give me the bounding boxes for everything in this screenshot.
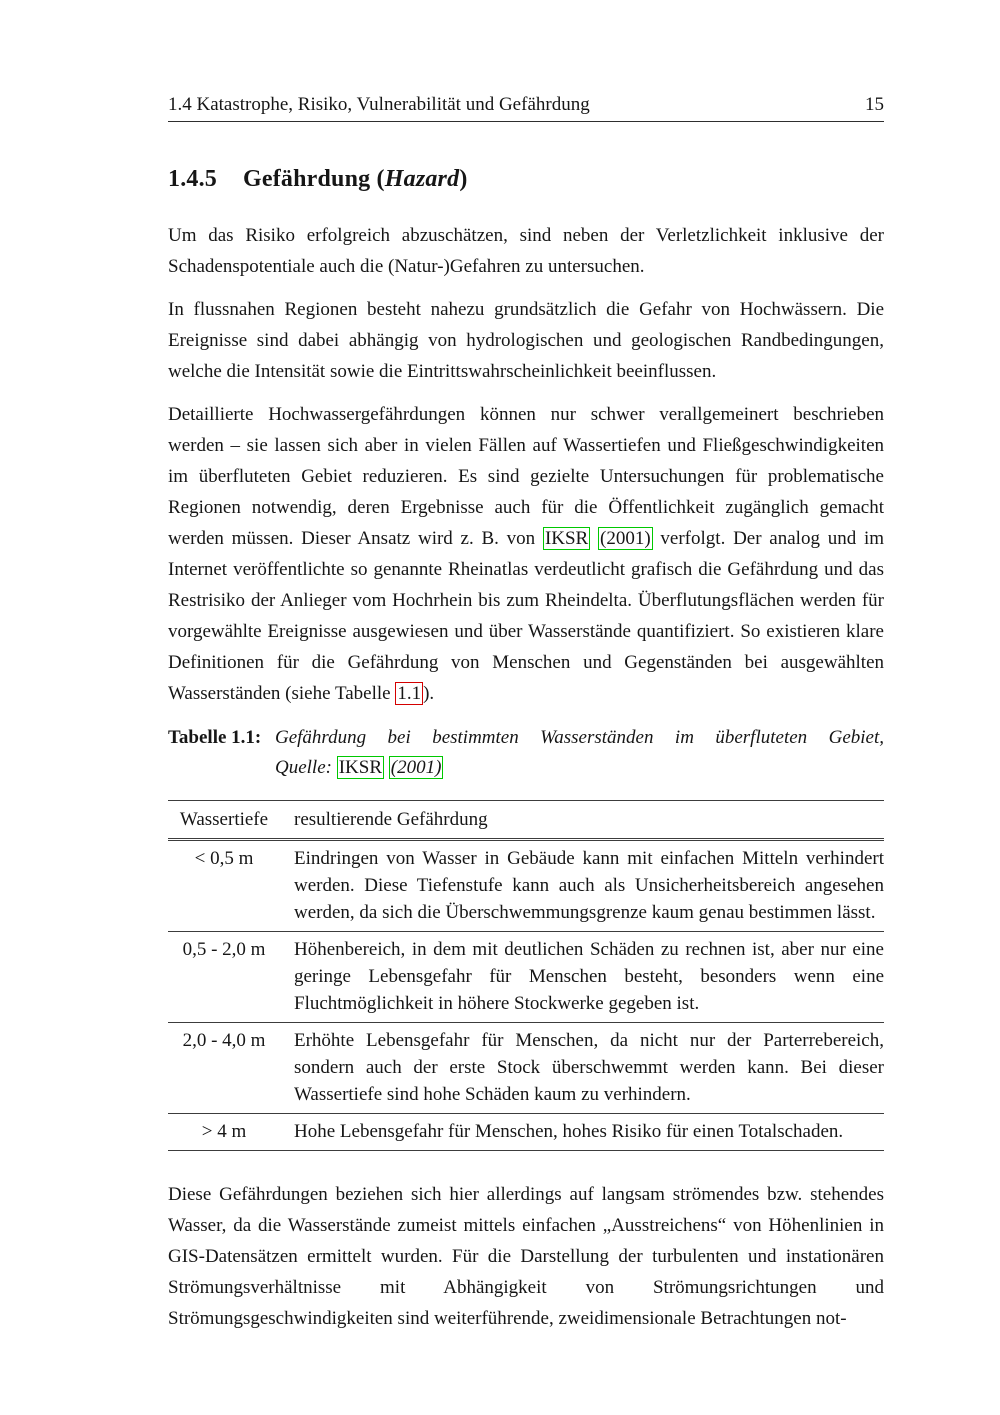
table-row bbox=[168, 1023, 884, 1114]
hazard-table bbox=[168, 800, 884, 1151]
table-caption-label: Tabelle 1.1: bbox=[168, 727, 262, 748]
hazard-cell: Höhenbereich, in dem mit deutlichen Schäden zu rechnen ist, aber nur eine geringe Lebensgefahr für Menschen besteht, besonders wenn eine Fluchtmöglichkeit in höhere Stockwerke gegeben ist. bbox=[280, 932, 884, 1023]
table-caption bbox=[168, 723, 884, 783]
paragraph-2: In flussnahen Regionen besteht nahezu grundsätzlich die Gefahr von Hochwässern. Die Ereignisse sind dabei abhängig von hydrologischen und geologischen Randbedingungen, welche die Intensität sowie die Eintrittswahrscheinlichkeit beeinflussen. bbox=[168, 299, 884, 382]
section-title: Gefährdung (Hazard) bbox=[243, 166, 468, 192]
paragraph-1: Um das Risiko erfolgreich abzuschätzen, sind neben der Verletzlichkeit inklusive der Schadenspotentiale auch die (Natur-)Gefahren zu untersuchen. bbox=[168, 225, 884, 277]
table-row bbox=[168, 932, 884, 1023]
hazard-table-header-row bbox=[168, 801, 884, 840]
paragraph-3-text-2: verfolgt. Der analog und im Internet veröffentlichte so genannte Rheinatlas verdeutlicht grafisch die Gefährdung und das Restrisiko der Anlieger vom Hochrhein bis zum Rheindelta. Überflutungsflächen werden für vorgewählte Ereignisse ausgewiesen und über Wasserstände quantifiziert. So existieren klare Definitionen für die Gefährdung von Menschen und Gegenständen bei ausgewählten Wasserständen (siehe Tabelle bbox=[168, 528, 885, 704]
depth-cell: 2,0 - 4,0 m bbox=[168, 1023, 280, 1114]
paragraph-3-text-3: ). bbox=[423, 683, 435, 704]
column-header-depth: Wassertiefe bbox=[168, 801, 280, 840]
table-row bbox=[168, 1114, 884, 1151]
table-caption-line1: Gefährdung bei bestimmten Wasserständen im überfluteten Gebiet, bbox=[275, 727, 884, 748]
table-reference-link[interactable]: 1.1 bbox=[397, 683, 422, 704]
section-number: 1.4.5 bbox=[168, 166, 217, 192]
hazard-cell: Hohe Lebensgefahr für Menschen, hohes Risiko für einen Totalschaden. bbox=[294, 1121, 844, 1142]
hazard-cell: Eindringen von Wasser in Gebäude kann mit einfachen Mitteln verhindert werden. Diese Tiefenstufe kann auch als Unsicherheitsbereich angesehen werden, da sich die Überschwemmungsgrenze kaum genau bestimmen lässt. bbox=[280, 840, 884, 932]
table-caption-text bbox=[275, 723, 884, 783]
hazard-cell: Erhöhte Lebensgefahr für Menschen, da nicht nur der Parterrebereich, sondern auch der erste Stock überschwemmt werden kann. Bei dieser Wassertiefe sind hohe Schäden kaum zu verhindern. bbox=[280, 1023, 884, 1114]
table-row bbox=[168, 840, 884, 932]
page-number: 15 bbox=[865, 94, 884, 115]
document-page bbox=[168, 0, 884, 1334]
section-heading bbox=[168, 166, 884, 193]
paragraph-4: Diese Gefährdungen beziehen sich hier allerdings auf langsam strömendes bzw. stehendes Wasser, da die Wasserstände zumeist mittels einfachen „Ausstreichens“ von Höhenlinien in GIS-Datensätzen ermittelt wurden. Für die Darstellung der turbulenten und instationären Strömungsverhältnisse mit Abhängigkeit von Strömungsrichtungen und Strömungsgeschwindigkeiten sind weiterführende, zweidimensionale Betrachtungen not- bbox=[168, 1184, 884, 1329]
table-caption-source: Quelle: IKSR (2001) bbox=[275, 757, 442, 778]
citation-link-iksr[interactable]: IKSR bbox=[544, 528, 589, 549]
paragraph-3 bbox=[168, 399, 884, 709]
column-header-hazard: resultierende Gefährdung bbox=[280, 801, 884, 840]
running-head-title: 1.4 Katastrophe, Risiko, Vulnerabilität und Gefährdung bbox=[168, 94, 590, 115]
citation-link-year[interactable]: (2001) bbox=[600, 528, 651, 549]
depth-cell: > 4 m bbox=[201, 1121, 247, 1142]
caption-citation-link-iksr[interactable]: IKSR bbox=[338, 757, 383, 778]
caption-citation-link-year[interactable]: (2001) bbox=[390, 757, 442, 778]
running-head bbox=[168, 94, 884, 122]
depth-cell: 0,5 - 2,0 m bbox=[168, 932, 280, 1023]
section-title-italic: Hazard bbox=[384, 166, 460, 192]
depth-cell: < 0,5 m bbox=[168, 840, 280, 932]
paragraph-3-text-1: Detaillierte Hochwassergefährdungen können nur schwer verallgemeinert beschrieben werden – sie lassen sich aber in vielen Fällen auf Wassertiefen und Fließgeschwindigkeiten im überfluteten Gebiet reduzieren. Es sind gezielte Untersuchungen für problematische Regionen notwendig, deren Ergebnisse auch für die Öffentlichkeit zugänglich gemacht werden müssen. Dieser Ansatz wird z. B. von bbox=[168, 404, 884, 549]
